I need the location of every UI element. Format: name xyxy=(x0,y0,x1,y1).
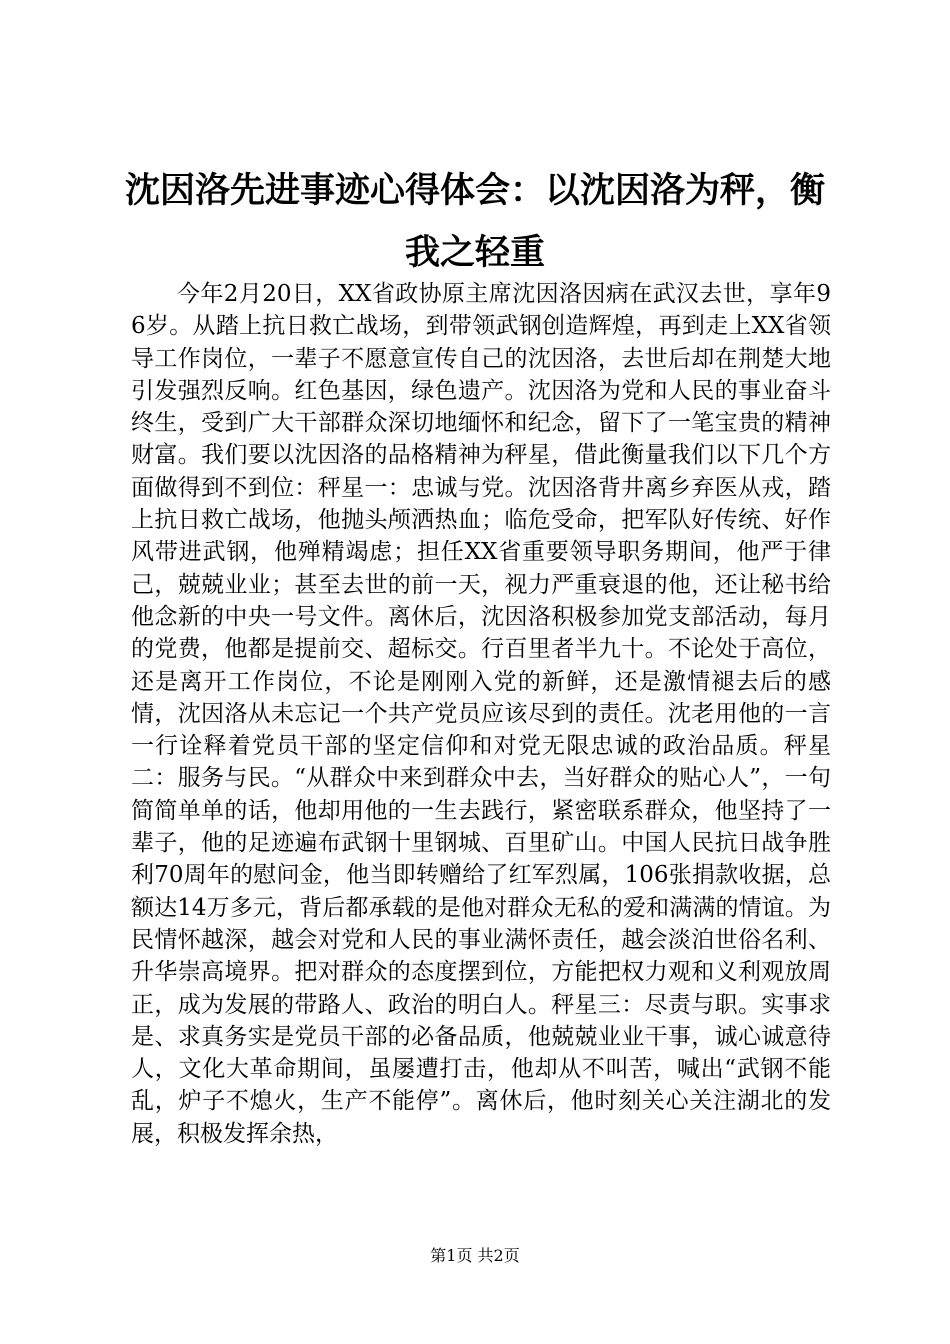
page-footer: 第1页 共2页 xyxy=(430,1246,520,1265)
document-title: 沈因洛先进事迹心得体会：以沈因洛为秤，衡我之轻重 xyxy=(124,170,825,273)
body-paragraph: 今年2月20日，XX省政协原主席沈因洛因病在武汉去世，享年96岁。从踏上抗日救亡战场，到带领武钢创造辉煌，再到走上XX省领导工作岗位，一辈子不愿意宣传自己的沈因洛，去世后却在荆楚大地引发强烈反响。红色基因，绿色遗产。沈因洛为党和人民的事业奋斗终生，受到广大干部群众深切地缅怀和纪念，留下了一笔宝贵的精神财富。我们要以沈因洛的品格精神为秤星，借此衡量我们以下几个方面做得到不到位：秤星一：忠诚与党。沈因洛背井离乡弃医从戎，踏上抗日救亡战场，他抛头颅洒热血；临危受命，把军队好传统、好作风带进武钢，他殚精竭虑；担任XX省重要领导职务期间，他严于律己，兢兢业业；甚至去世的前一天，视力严重衰退的他，还让秘书给他念新的中央一号文件。离休后，沈因洛积极参加党支部活动，每月的党费，他都是提前交、超标交。行百里者半九十。不论处于高位，还是离开工作岗位，不论是刚刚入党的新鲜，还是激情褪去后的感情，沈因洛从未忘记一个共产党员应该尽到的责任。沈老用他的一言一行诠释着党员干部的坚定信仰和对党无限忠诚的政治品质。秤星二：服务与民。“从群众中来到群众中去，当好群众的贴心人”，一句简简单单的话，他却用他的一生去践行，紧密联系群众，他坚持了一辈子，他的足迹遍布武钢十里钢城、百里矿山。中国人民抗日战争胜利70周年的慰问金，他当即转赠给了红军烈属，106张捐款收据，总额达14万多元，背后都承载的是他对群众无私的爱和满满的情谊。为民情怀越深，越会对党和人民的事业满怀责任，越会淡泊世俗名利、升华崇高境界。把对群众的态度摆到位，方能把权力观和义利观放周正，成为发展的带路人、政治的明白人。秤星三：尽责与职。实事求是、求真务实是党员干部的必备品质，他兢兢业业干事，诚心诚意待人，文化大革命期间，虽屡遭打击，他却从不叫苦，喊出“武钢不能乱，炉子不熄火，生产不能停”。离休后，他时刻关心关注湖北的发展，积极发挥余热， xyxy=(131,281,831,1147)
